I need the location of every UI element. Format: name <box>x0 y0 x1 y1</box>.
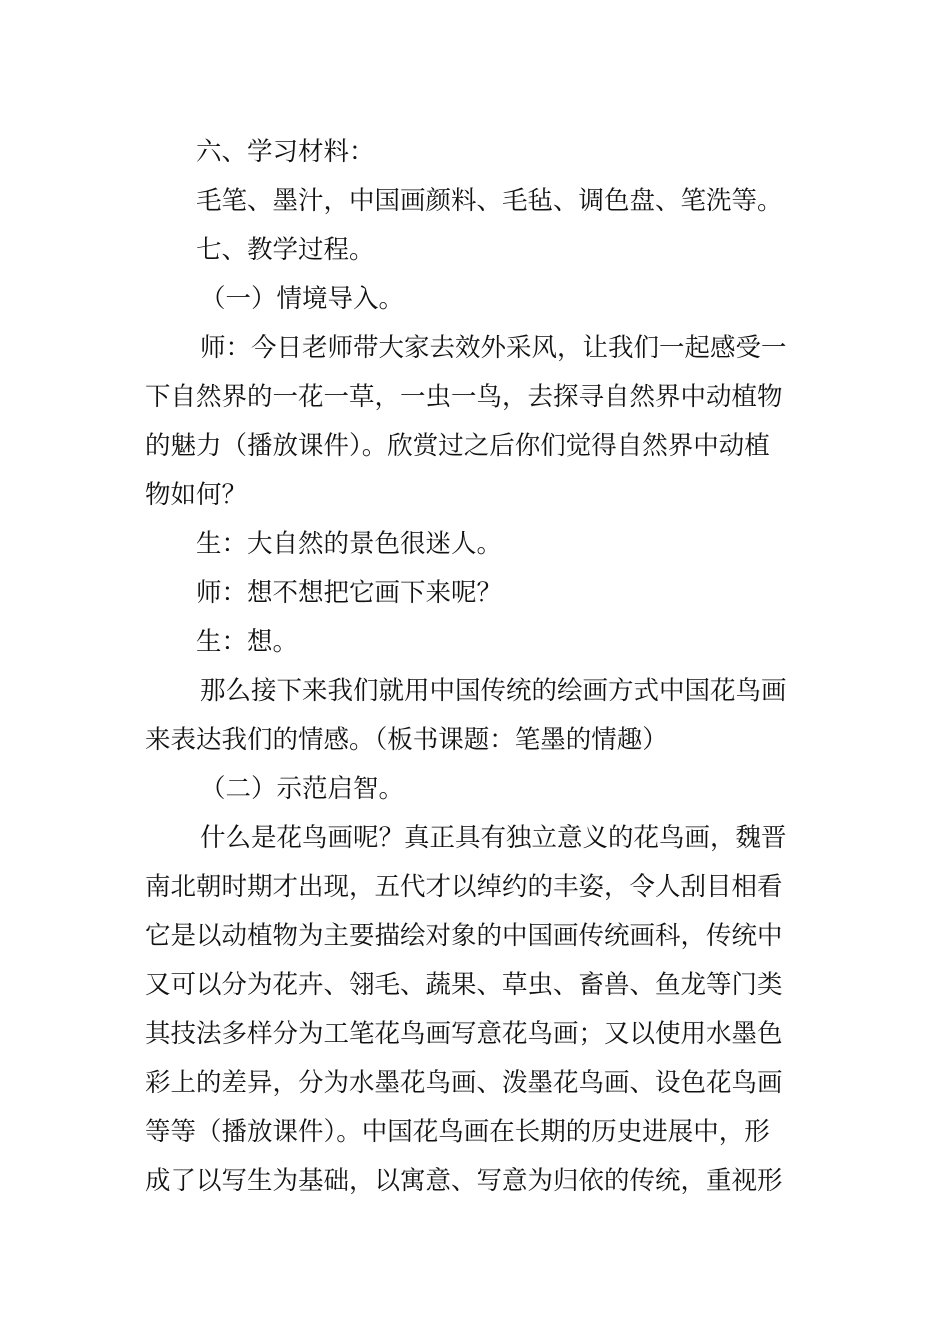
paragraph-line: 来表达我们的情感。（板书课题：笔墨的情趣） <box>145 725 668 755</box>
dialogue-line: 生：想。 <box>196 627 299 657</box>
paragraph-line: 等等（播放课件）。中国花鸟画在长期的历史进展中，形 <box>145 1117 770 1147</box>
paragraph-line: 什么是花鸟画呢？真正具有独立意义的花鸟画，魏晋 <box>200 823 787 853</box>
paragraph-line: 其技法多样分为工笔花鸟画写意花鸟画；又以使用水墨色 <box>145 1019 783 1049</box>
paragraph-line: 的魅力（播放课件）。欣赏过之后你们觉得自然界中动植 <box>145 431 770 461</box>
paragraph-line: 那么接下来我们就用中国传统的绘画方式中国花鸟画 <box>200 676 787 706</box>
document-body <box>145 128 810 1206</box>
dialogue-line: 生：大自然的景色很迷人。 <box>196 529 503 559</box>
paragraph-line: 彩上的差异，分为水墨花鸟画、泼墨花鸟画、设色花鸟画 <box>145 1068 783 1098</box>
subsection-heading-demo: （二）示范启智。 <box>200 774 405 804</box>
paragraph-line: 南北朝时期才出现，五代才以绰约的丰姿，令人刮目相看 <box>145 872 783 902</box>
paragraph-line: 师：今日老师带大家去效外采风，让我们一起感受一 <box>200 333 787 363</box>
section-heading-process: 七、教学过程。 <box>196 235 375 265</box>
paragraph-line: 它是以动植物为主要描绘对象的中国画传统画科，传统中 <box>145 921 783 951</box>
dialogue-line: 师：想不想把它画下来呢？ <box>196 578 503 608</box>
paragraph-line: 毛笔、墨汁，中国画颜料、毛毡、调色盘、笔洗等。 <box>196 186 783 216</box>
paragraph-line: 物如何？ <box>145 480 248 510</box>
section-heading-materials: 六、学习材料： <box>196 137 375 167</box>
subsection-heading-intro: （一）情境导入。 <box>200 284 405 314</box>
paragraph-line: 又可以分为花卉、翎毛、蔬果、草虫、畜兽、鱼龙等门类 <box>145 970 783 1000</box>
paragraph-line: 下自然界的一花一草，一虫一鸟，去探寻自然界中动植物 <box>145 382 783 412</box>
paragraph-line: 成了以写生为基础，以寓意、写意为归依的传统，重视形 <box>145 1166 783 1196</box>
